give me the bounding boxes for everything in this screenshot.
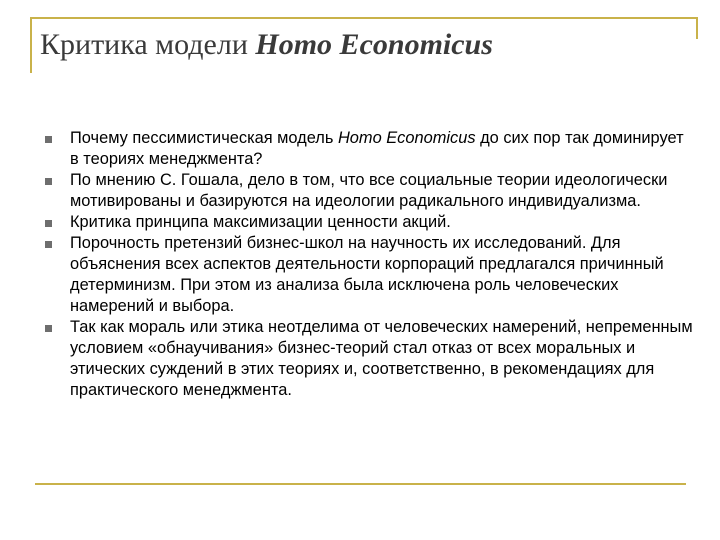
square-bullet-icon [45,136,52,143]
list-item [45,128,695,170]
list-item [45,317,695,401]
bullet-text [70,213,451,231]
bullet-text-part: Порочность претензий бизнес-школ на научность их исследований. Для объяснения всех аспектов деятельности корпораций предлагался причинный детерминизм. При этом из анализа была исключена роль человеческих намерений и выбора. [70,234,664,315]
title-emphasis: Homo Economicus [255,28,493,61]
bullet-text-part: Почему пессимистическая модель [70,129,338,147]
list-item [45,212,695,233]
square-bullet-icon [45,178,52,185]
list-item [45,170,695,212]
bullet-list [45,128,695,401]
frame-left-line [30,17,32,73]
bullet-text [70,129,684,168]
bullet-text [70,171,667,210]
bullet-text [70,234,664,315]
frame-top-line [30,17,698,19]
bullet-text-emphasis: Homo Economicus [337,129,476,147]
list-item [45,233,695,317]
slide-title [40,28,493,62]
bullet-text-part: до сих пор так доминирует в теориях менеджмента? [70,129,684,168]
bullet-text-part: По мнению С. Гошала, дело в том, что все социальные теории идеологически мотивированы и базируются на идеологии радикального индивидуализма. [70,171,668,210]
square-bullet-icon [45,220,52,227]
bullet-text-part: Критика принципа максимизации ценности акций. [70,213,451,231]
title-plain: Критика модели [40,28,256,61]
square-bullet-icon [45,325,52,332]
frame-right-line [696,17,698,39]
frame-bottom-line [35,483,686,485]
bullet-text-part: Так как мораль или этика неотделима от человеческих намерений, непременным условием «обнаучивания» бизнес-теорий стал отказ от всех моральных и этических суждений в этих теориях и, соответственно, в рекомендациях для практического менеджмента. [70,318,693,399]
bullet-text [70,318,693,399]
square-bullet-icon [45,241,52,248]
